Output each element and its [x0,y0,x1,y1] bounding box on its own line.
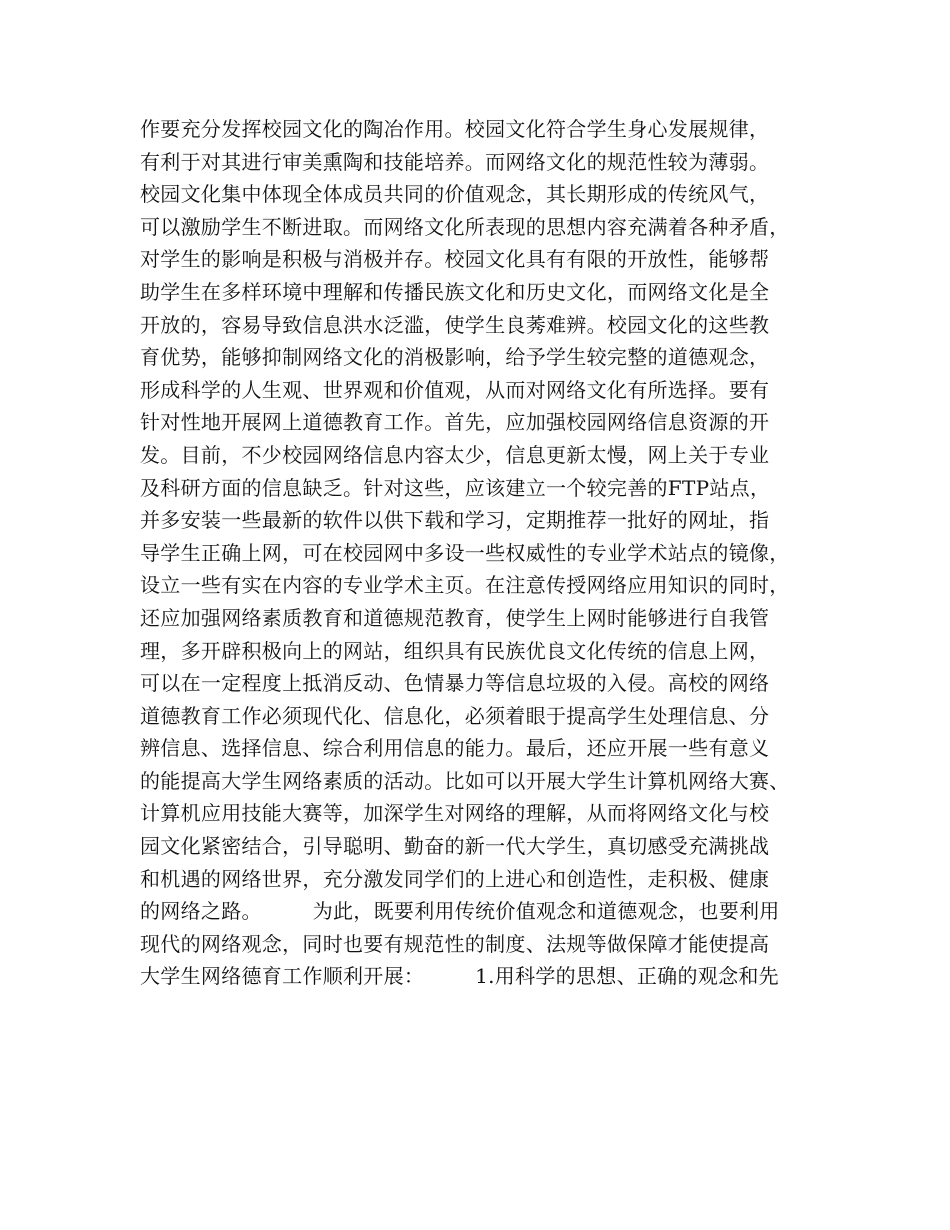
text-line: 大学生网络德育工作顺利开展： 1.用科学的思想、正确的观念和先 [140,964,779,989]
text-line: 可以激励学生不断进取。而网络文化所表现的思想内容充满着各种矛盾， [140,214,790,239]
text-line: 开放的，容易导致信息洪水泛滥，使学生良莠难辨。校园文化的这些教 [140,312,770,337]
text-line: 对学生的影响是积极与消极并存。校园文化具有有限的开放性，能够帮 [140,247,770,272]
text-line: 可以在一定程度上抵消反动、色情暴力等信息垃圾的入侵。高校的网络 [140,671,770,696]
text-line: 计算机应用技能大赛等，加深学生对网络的理解，从而将网络文化与校 [140,801,770,826]
text-line: 作要充分发挥校园文化的陶冶作用。校园文化符合学生身心发展规律， [140,117,770,141]
text-line: 导学生正确上网，可在校园网中多设一些权威性的专业学术站点的镜像， [140,540,790,565]
text-line: 的网络之路。 为此，既要利用传统价值观念和道德观念，也要利用 [140,899,780,924]
text-line: 辨信息、选择信息、综合利用信息的能力。最后，还应开展一些有意义 [140,736,770,761]
text-line: 理，多开辟积极向上的网站，组织具有民族优良文化传统的信息上网， [140,638,770,663]
text-line: 形成科学的人生观、世界观和价值观，从而对网络文化有所选择。要有 [140,377,770,402]
text-line: 发。目前，不少校园网络信息内容太少，信息更新太慢，网上关于专业 [140,442,770,467]
text-line: 设立一些有实在内容的专业学术主页。在注意传授网络应用知识的同时， [140,573,790,598]
text-line: 育优势，能够抑制网络文化的消极影响，给予学生较完整的道德观念， [140,345,770,370]
text-line: 校园文化集中体现全体成员共同的价值观念，其长期形成的传统风气， [140,182,770,207]
text-line: 针对性地开展网上道德教育工作。首先，应加强校园网络信息资源的开 [140,410,770,435]
text-line: 并多安装一些最新的软件以供下载和学习，定期推荐一批好的网址，指 [140,508,770,533]
text-line: 和机遇的网络世界，充分激发同学们的上进心和创造性，走积极、健康 [140,866,770,891]
text-line: 还应加强网络素质教育和道德规范教育，使学生上网时能够进行自我管 [140,605,770,630]
text-line: 助学生在多样环境中理解和传播民族文化和历史文化，而网络文化是全 [140,279,770,304]
text-line: 园文化紧密结合，引导聪明、勤奋的新一代大学生，真切感受充满挑战 [140,834,770,859]
text-line: 的能提高大学生网络素质的活动。比如可以开展大学生计算机网络大赛、 [140,768,790,793]
body-text [140,113,840,993]
text-line: 现代的网络观念，同时也要有规范性的制度、法规等做保障才能使提高 [140,931,770,956]
text-line: 有利于对其进行审美熏陶和技能培养。而网络文化的规范性较为薄弱。 [140,149,770,174]
text-line: 道德教育工作必须现代化、信息化，必须着眼于提高学生处理信息、分 [140,703,770,728]
text-line: 及科研方面的信息缺乏。针对这些，应该建立一个较完善的FTP站点， [140,475,771,500]
